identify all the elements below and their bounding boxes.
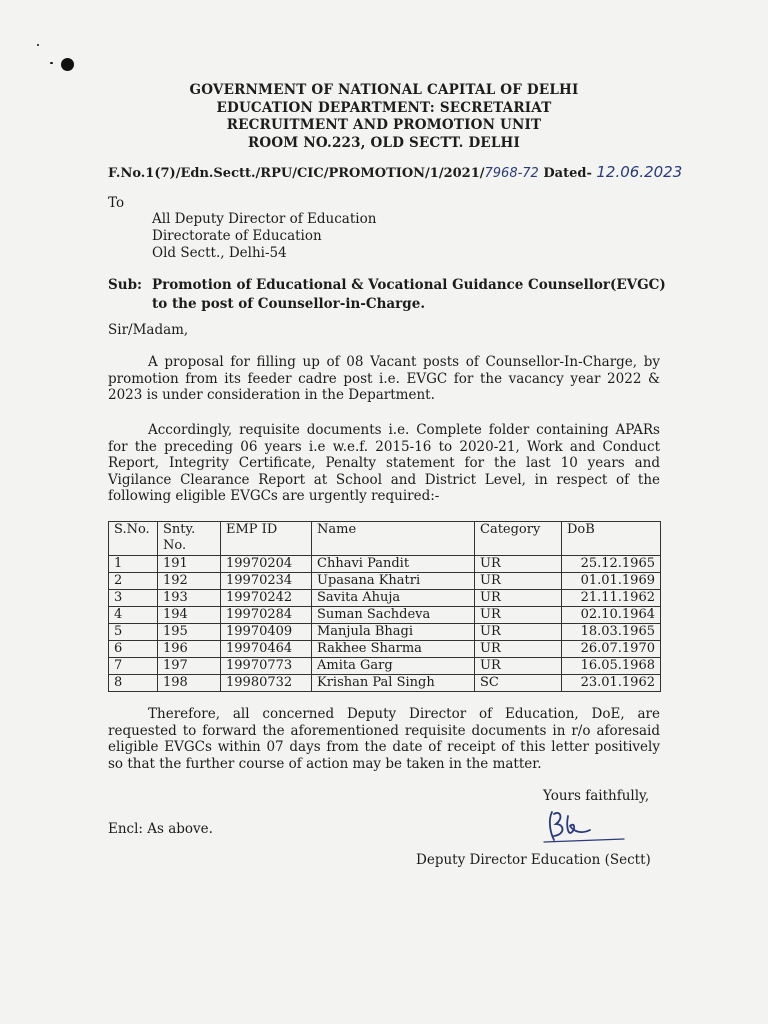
letterhead-line: EDUCATION DEPARTMENT: SECRETARIAT (216, 99, 552, 116)
body-paragraph: Therefore, all concerned Deputy Director of Education, DoE, are requested to forward the aforementioned requisite documents in r/o aforesaid eligible EVGCs within 07 days from the date of receipt of this letter positively so that the further course of action may be taken in the matter. (108, 706, 660, 772)
table-row (109, 573, 661, 590)
ink-blot (61, 58, 74, 71)
cell-empid: 19970464 (221, 641, 312, 658)
handwritten-signature-icon (540, 806, 630, 850)
cell-empid: 19980732 (221, 675, 312, 692)
cell-empid: 19970234 (221, 573, 312, 590)
cell-category: UR (475, 624, 562, 641)
header-name: Name (312, 522, 475, 556)
cell-sno: 3 (109, 590, 158, 607)
cell-sno: 5 (109, 624, 158, 641)
cell-name: Amita Garg (312, 658, 475, 675)
addressee-line: Old Sectt., Delhi-54 (152, 245, 287, 261)
ink-speck (37, 44, 39, 46)
dated-label: Dated- (543, 166, 592, 181)
cell-snty: 194 (158, 607, 221, 624)
cell-dob: 26.07.1970 (562, 641, 661, 658)
table-header-row (109, 522, 661, 556)
header-dob: DoB (562, 522, 661, 556)
table-row (109, 658, 661, 675)
subject-block (108, 276, 666, 314)
eligible-evgc-table (108, 521, 661, 692)
cell-category: SC (475, 675, 562, 692)
cell-category: UR (475, 556, 562, 573)
handwritten-file-number: 7968-72 (484, 166, 539, 181)
handwritten-date: 12.06.2023 (596, 163, 683, 181)
cell-name: Manjula Bhagi (312, 624, 475, 641)
table-row (109, 675, 661, 692)
cell-category: UR (475, 607, 562, 624)
cell-snty: 193 (158, 590, 221, 607)
header-empid: EMP ID (221, 522, 312, 556)
file-number: F.No.1(7)/Edn.Sectt./RPU/CIC/PROMOTION/1/2021/ (108, 166, 485, 181)
cell-dob: 21.11.1962 (562, 590, 661, 607)
file-reference (108, 163, 682, 181)
table-row (109, 556, 661, 573)
addressee-line: All Deputy Director of Education (152, 211, 377, 227)
cell-sno: 2 (109, 573, 158, 590)
body-paragraph: Accordingly, requisite documents i.e. Complete folder containing APARs for the preceding 06 years i.e w.e.f. 2015-16 to 2020-21, Work and Conduct Report, Integrity Certificate, Penalty statement for the last 10 years and Vigilance Clearance Report at School and District Level, in respect of the following eligible EVGCs are urgently required:- (108, 422, 660, 504)
letterhead (0, 82, 768, 152)
cell-category: UR (475, 658, 562, 675)
header-category: Category (475, 522, 562, 556)
ink-speck (50, 62, 53, 64)
closing-yours-faithfully: Yours faithfully, (543, 788, 650, 804)
cell-empid: 19970773 (221, 658, 312, 675)
cell-snty: 197 (158, 658, 221, 675)
cell-snty: 195 (158, 624, 221, 641)
cell-snty: 192 (158, 573, 221, 590)
signatory-designation: Deputy Director Education (Sectt) (416, 852, 651, 868)
addressee-line: Directorate of Education (152, 228, 322, 244)
cell-name: Upasana Khatri (312, 573, 475, 590)
header-snty (158, 522, 221, 556)
cell-name: Savita Ahuja (312, 590, 475, 607)
table-row (109, 641, 661, 658)
cell-name: Krishan Pal Singh (312, 675, 475, 692)
cell-empid: 19970284 (221, 607, 312, 624)
cell-dob: 25.12.1965 (562, 556, 661, 573)
letterhead-line: RECRUITMENT AND PROMOTION UNIT (226, 117, 542, 133)
cell-name: Chhavi Pandit (312, 556, 475, 573)
header-snty-line: Snty. (163, 522, 196, 537)
header-snty-line: No. (163, 538, 187, 553)
cell-category: UR (475, 573, 562, 590)
letterhead-line: GOVERNMENT OF NATIONAL CAPITAL OF DELHI (189, 82, 579, 98)
cell-category: UR (475, 590, 562, 607)
to-label: To (108, 195, 125, 211)
letterhead-line: ROOM NO.223, OLD SECTT. DELHI (247, 134, 521, 151)
body-paragraph: A proposal for filling up of 08 Vacant posts of Counsellor-In-Charge, by promotion from its feeder cadre post i.e. EVGC for the vacancy year 2022 & 2023 is under consideration in the Department. (108, 354, 660, 403)
cell-empid: 19970242 (221, 590, 312, 607)
salutation: Sir/Madam, (108, 322, 189, 338)
cell-sno: 8 (109, 675, 158, 692)
cell-sno: 7 (109, 658, 158, 675)
cell-sno: 1 (109, 556, 158, 573)
subject-label: Sub: (108, 277, 142, 293)
cell-snty: 196 (158, 641, 221, 658)
cell-empid: 19970409 (221, 624, 312, 641)
cell-dob: 23.01.1962 (562, 675, 661, 692)
cell-snty: 191 (158, 556, 221, 573)
cell-category: UR (475, 641, 562, 658)
table-row (109, 607, 661, 624)
subject-line: to the post of Counsellor-in-Charge. (152, 296, 426, 312)
cell-name: Suman Sachdeva (312, 607, 475, 624)
cell-dob: 18.03.1965 (562, 624, 661, 641)
addressee-block (152, 211, 376, 262)
cell-sno: 6 (109, 641, 158, 658)
header-sno: S.No. (109, 522, 158, 556)
enclosure-note: Encl: As above. (108, 821, 213, 837)
cell-dob: 16.05.1968 (562, 658, 661, 675)
cell-name: Rakhee Sharma (312, 641, 475, 658)
table-row (109, 590, 661, 607)
table-row (109, 624, 661, 641)
cell-empid: 19970204 (221, 556, 312, 573)
cell-dob: 01.01.1969 (562, 573, 661, 590)
cell-sno: 4 (109, 607, 158, 624)
cell-snty: 198 (158, 675, 221, 692)
cell-dob: 02.10.1964 (562, 607, 661, 624)
subject-line: Promotion of Educational & Vocational Guidance Counsellor(EVGC) (152, 277, 666, 293)
